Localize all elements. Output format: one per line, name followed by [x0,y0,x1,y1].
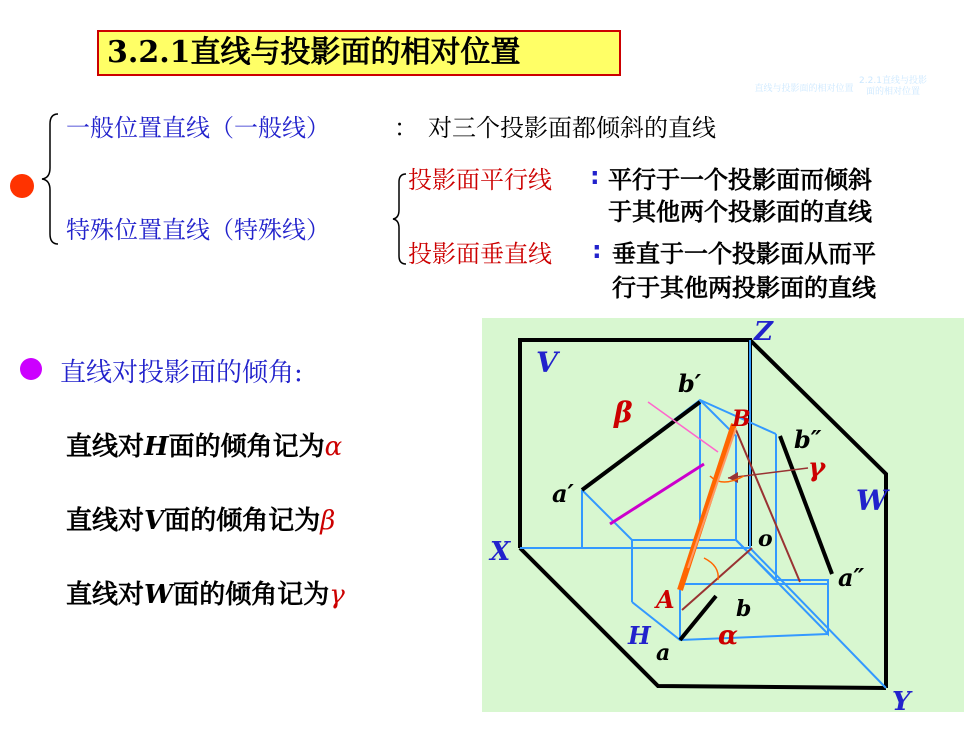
beta-reference-line [648,402,718,452]
label-B: B [732,406,751,432]
purple-bullet-icon [20,358,42,380]
v-angle-line [610,464,704,524]
perpendicular-line-colon: : [592,236,602,264]
parallel-line-description-1: 平行于一个投影面而倾斜 [608,166,872,194]
special-line-label: 特殊位置直线（特殊线） [66,216,330,244]
general-line-colon: ： [394,114,418,142]
v-angle-prefix: 直线对 [66,506,145,536]
label-H: H [628,621,651,650]
w-angle-line [736,430,800,582]
v-angle-suffix: 面的倾角记为 [164,506,321,536]
label-Z: Z [754,318,773,347]
h-angle-prefix: 直线对 [66,432,145,462]
v-plane-angle-line [66,500,335,537]
h-angle-suffix: 面的倾角记为 [168,432,325,462]
y-axis [750,548,886,688]
projection-diagram [482,318,964,712]
label-a-prime: a′ [552,479,574,508]
label-beta: β [614,396,633,429]
label-gamma: γ [808,453,826,483]
general-line-description: 对三个投影面都倾斜的直线 [428,114,716,142]
gamma-symbol: γ [329,580,345,610]
perpendicular-line-description-1: 垂直于一个投影面从而平 [612,240,876,268]
label-o: o [758,526,773,552]
inclination-heading: 直线对投影面的倾角: [60,358,303,388]
label-b-dprime: b″ [794,425,822,454]
parallel-line-description-2: 于其他两个投影面的直线 [608,198,872,226]
h-plane-letter: H [144,432,169,462]
h-plane-angle-line [66,426,342,463]
left-brace-icon [38,112,62,246]
label-A: A [656,585,675,614]
alpha-symbol: α [324,432,343,462]
projection-a-b [680,596,716,640]
label-b-prime: b′ [678,369,702,398]
general-line-label: 一般位置直线（一般线） [66,114,330,142]
alpha-angle-arc [704,558,718,580]
red-bullet-icon [10,174,34,198]
parallel-line-colon: : [590,162,600,190]
label-X: X [490,537,511,567]
label-b: b [736,596,752,622]
watermark-text-right: 2.2.1直线与投影面的相对位置 [859,76,927,97]
label-W: W [856,484,888,517]
w-plane-angle-line [66,574,345,611]
parallel-line-label: 投影面平行线 [408,166,552,194]
v-plane-letter: V [144,506,165,536]
watermark-text-left: 直线与投影面的相对位置 [754,84,854,94]
perpendicular-line-label: 投影面垂直线 [408,240,552,268]
label-V: V [536,346,558,379]
projection-diagram-svg [482,318,964,712]
label-alpha: α [718,621,739,651]
beta-symbol: β [320,506,336,536]
w-angle-suffix: 面的倾角记为 [173,580,330,610]
label-a: a [656,640,671,666]
right-brace-icon [390,172,408,266]
page-title: 3.2.1直线与投影面的相对位置 [97,30,621,76]
w-angle-prefix: 直线对 [66,580,145,610]
w-plane-letter: W [144,580,174,610]
label-Y: Y [892,687,911,712]
perpendicular-line-description-2: 行于其他两投影面的直线 [612,274,876,302]
label-a-dprime: a″ [838,563,865,592]
